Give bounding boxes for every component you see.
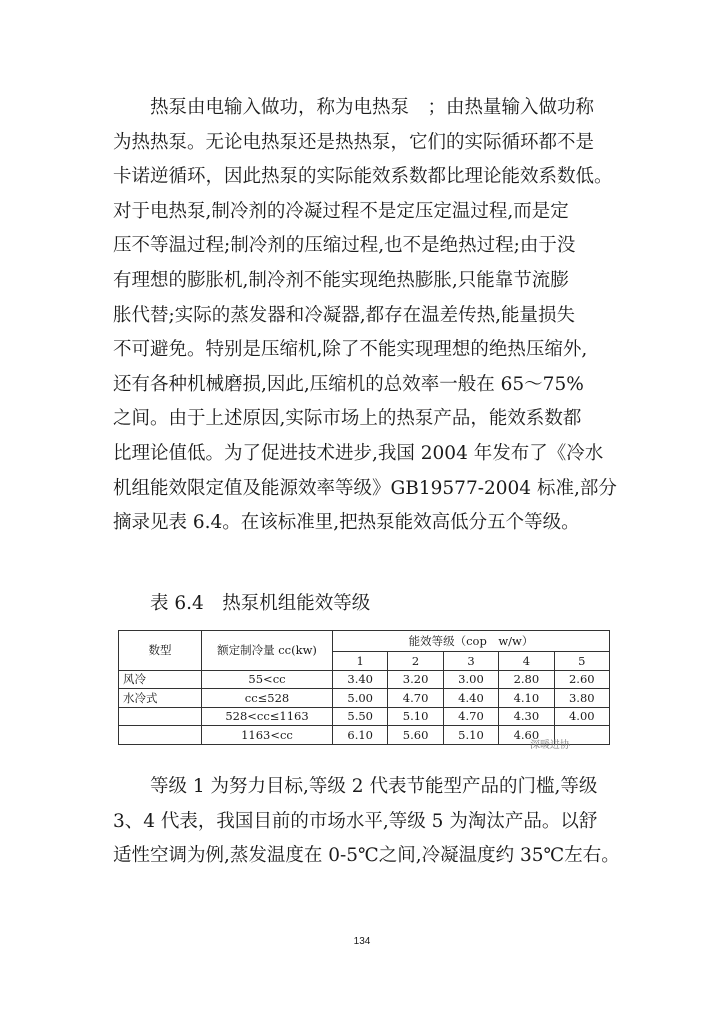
text-line: 等级 1 为努力目标,等级 2 代表节能型产品的门槛,等级: [113, 776, 598, 797]
value-cell: 4.70: [388, 689, 443, 708]
value-cell: 3.00: [443, 670, 498, 689]
capacity-cell: 1163<cc: [202, 726, 333, 745]
value-cell: 2.80: [499, 670, 554, 689]
value-cell: 3.80: [554, 689, 609, 708]
text-line: 机组能效限定值及能源效率等级》GB19577-2004 标准,部分: [113, 477, 617, 499]
grade-cell: 2: [388, 652, 443, 671]
capacity-cell: 528<cc≤1163: [202, 707, 333, 726]
value-cell: 5.50: [333, 707, 388, 726]
value-cell: 2.60: [554, 670, 609, 689]
page-number: 134: [353, 936, 371, 947]
grade-cell: 4: [499, 652, 554, 671]
value-cell: 5.60: [388, 726, 443, 745]
table-header-row: [119, 631, 610, 652]
grade-cell: 3: [443, 652, 498, 671]
capacity-cell: cc≤528: [202, 689, 333, 708]
table-row: [119, 670, 610, 689]
value-cell: 3.20: [388, 670, 443, 689]
text-line: 不可避免。特别是压缩机,除了不能实现理想的绝热压缩外,: [113, 339, 588, 361]
value-cell: 5.10: [443, 726, 498, 745]
table-row: [119, 689, 610, 708]
paragraph-grades: [113, 770, 633, 874]
text-line: 之间。由于上述原因,实际市场上的热泵产品，能效系数都: [113, 408, 582, 430]
capacity-cell: 55<cc: [202, 670, 333, 689]
value-cell: 5.10: [388, 707, 443, 726]
text-line: 比理论值低。为了促进技术进步,我国 2004 年发布了《冷水: [113, 442, 604, 464]
grade-cell: 5: [554, 652, 609, 671]
value-cell: 3.40: [333, 670, 388, 689]
grade-cell: 1: [333, 652, 388, 671]
paragraph-intro: [113, 91, 633, 541]
type-cell: 风冷: [119, 670, 202, 689]
header-type: 数型: [119, 631, 202, 671]
value-cell: 4.60: [499, 726, 554, 745]
text-line: 适性空调为例,蒸发温度在 0-5℃之间,冷凝温度约 35℃左右。: [113, 845, 620, 867]
text-line: 热泵由电输入做功，称为电热泵 ；由热量输入做功称: [113, 97, 595, 118]
watermark: 深暖进协: [530, 740, 570, 751]
text-line: 还有各种机械磨损,因此,压缩机的总效率一般在 65～75%: [113, 373, 584, 395]
text-line: 摘录见表 6.4。在该标准里,把热泵能效高低分五个等级。: [113, 512, 580, 534]
text-line: 3、4 代表，我国目前的市场水平,等级 5 为淘汰产品。以舒: [113, 810, 598, 832]
table-row: [119, 707, 610, 726]
type-cell: [119, 726, 202, 745]
efficiency-table: [118, 630, 610, 745]
type-cell: [119, 707, 202, 726]
text-line: 胀代替;实际的蒸发器和冷凝器,都存在温差传热,能量损失: [113, 304, 575, 326]
value-cell: 4.00: [554, 707, 609, 726]
value-cell: 4.10: [499, 689, 554, 708]
text-line: 有理想的膨胀机,制冷剂不能实现绝热膨胀,只能靠节流膨: [113, 269, 569, 291]
text-line: 对于电热泵,制冷剂的冷凝过程不是定压定温过程,而是定: [113, 200, 569, 222]
text-line: 为热热泵。无论电热泵还是热热泵，它们的实际循环都不是: [113, 131, 595, 153]
value-cell: 4.40: [443, 689, 498, 708]
header-capacity: 额定制冷量 cc(kw): [202, 631, 333, 671]
table-caption: 表 6.4 热泵机组能效等级: [150, 593, 371, 614]
header-grade: 能效等级（cop w/w）: [333, 631, 610, 652]
value-cell: 6.10: [333, 726, 388, 745]
text-line: 卡诺逆循环，因此热泵的实际能效系数都比理论能效系数低。: [113, 166, 613, 188]
value-cell: 4.30: [499, 707, 554, 726]
type-cell: 水冷式: [119, 689, 202, 708]
text-line: 压不等温过程;制冷剂的压缩过程,也不是绝热过程;由于没: [113, 235, 576, 257]
value-cell: 4.70: [443, 707, 498, 726]
value-cell: 5.00: [333, 689, 388, 708]
